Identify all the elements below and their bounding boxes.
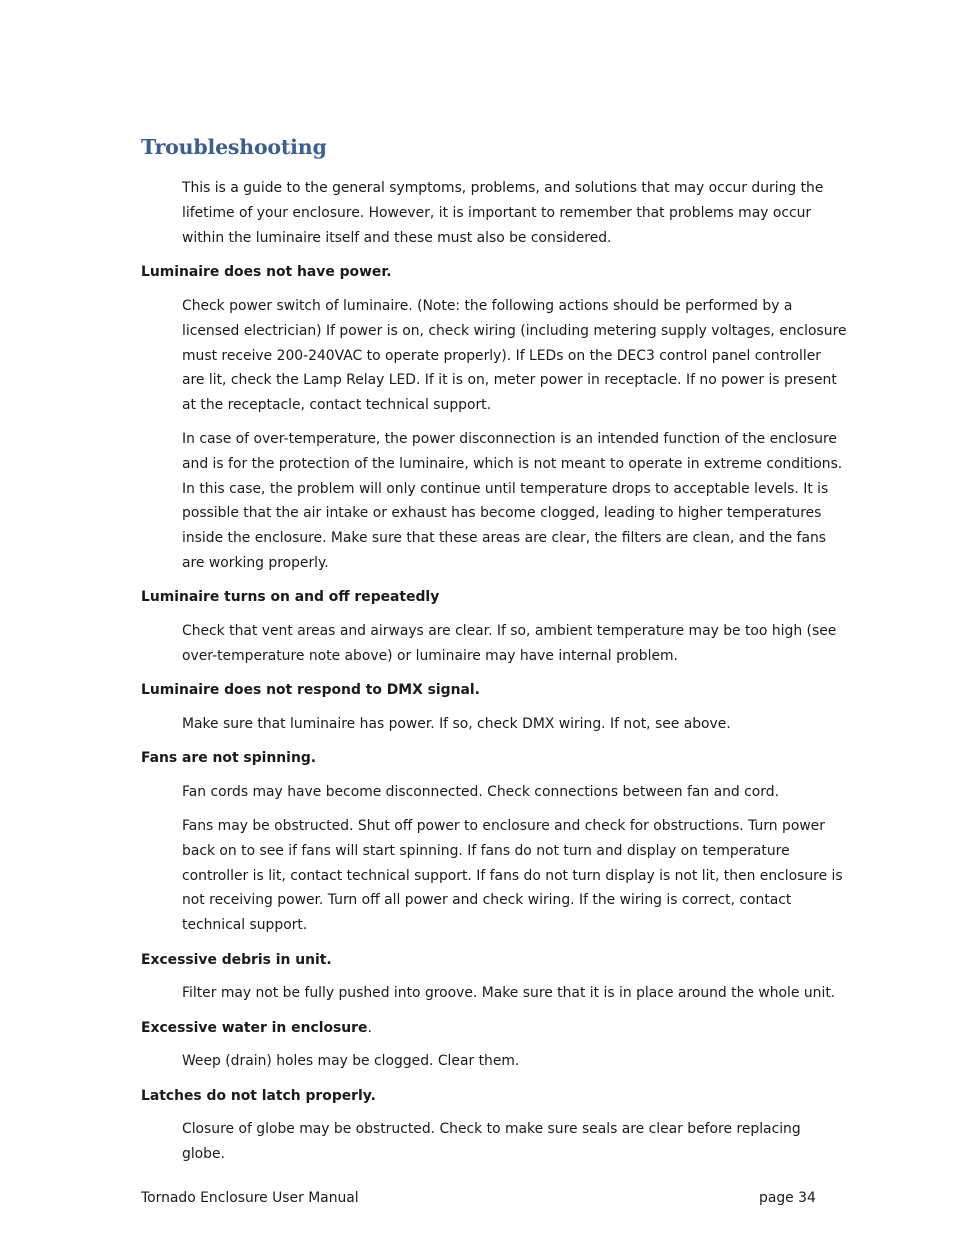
section-heading-dmx: Luminaire does not respond to DMX signal. bbox=[141, 682, 480, 698]
fans-paragraph-1: Fan cords may have become disconnected. Check connections between fan and cord. bbox=[182, 784, 779, 800]
water-heading-period: . bbox=[367, 1020, 372, 1036]
section-heading-water bbox=[141, 1018, 372, 1038]
section-heading-fans: Fans are not spinning. bbox=[141, 750, 317, 766]
section-heading-no-power: Luminaire does not have power. bbox=[141, 264, 392, 280]
section-heading-on-off: Luminaire turns on and off repeatedly bbox=[141, 589, 440, 605]
footer-document-name: Tornado Enclosure User Manual bbox=[141, 1190, 359, 1206]
latches-paragraph: Closure of globe may be obstructed. Check to make sure seals are clear before replacing globe. bbox=[182, 1121, 801, 1162]
no-power-paragraph-2: In case of over-temperature, the power disconnection is an intended function of the enclosure and is for the protection of the luminaire, which is not meant to operate in extreme conditions. In this case, the problem will only continue until temperature drops to acceptable levels. It is possible that the air intake or exhaust has become clogged, leading to higher temperatures inside the enclosure. Make sure that these areas are clear, the filters are clean, and the fans are working properly. bbox=[182, 431, 843, 571]
intro-paragraph: This is a guide to the general symptoms, problems, and solutions that may occur during the lifetime of your enclosure. However, it is important to remember that problems may occur within the luminaire itself and these must also be considered. bbox=[182, 180, 824, 246]
water-heading-text: Excessive water in enclosure bbox=[141, 1020, 368, 1036]
section-heading-debris: Excessive debris in unit. bbox=[141, 952, 332, 968]
footer-page-number: page 34 bbox=[759, 1190, 816, 1206]
fans-paragraph-2: Fans may be obstructed. Shut off power to enclosure and check for obstructions. Turn power back on to see if fans will start spinning. If fans do not turn and display on temperature controller is lit, contact technical support. If fans do not turn display is not lit, then enclosure is not receiving power. Turn off all power and check wiring. If the wiring is correct, contact technical support. bbox=[182, 818, 843, 934]
on-off-paragraph: Check that vent areas and airways are clear. If so, ambient temperature may be too high (see over-temperature note above) or luminaire may have internal problem. bbox=[182, 623, 837, 664]
dmx-paragraph: Make sure that luminaire has power. If so, check DMX wiring. If not, see above. bbox=[182, 716, 731, 732]
water-paragraph: Weep (drain) holes may be clogged. Clear them. bbox=[182, 1053, 520, 1069]
page-title: Troubleshooting bbox=[141, 135, 327, 159]
debris-paragraph: Filter may not be fully pushed into groove. Make sure that it is in place around the whole unit. bbox=[182, 985, 836, 1001]
no-power-paragraph-1: Check power switch of luminaire. (Note: the following actions should be performed by a licensed electrician) If power is on, check wiring (including metering supply voltages, enclosure must receive 200-240VAC to operate properly). If LEDs on the DEC3 control panel controller are lit, check the Lamp Relay LED. If it is on, meter power in receptacle. If no power is present at the receptacle, contact technical support. bbox=[182, 298, 847, 414]
section-heading-latches: Latches do not latch properly. bbox=[141, 1088, 376, 1104]
